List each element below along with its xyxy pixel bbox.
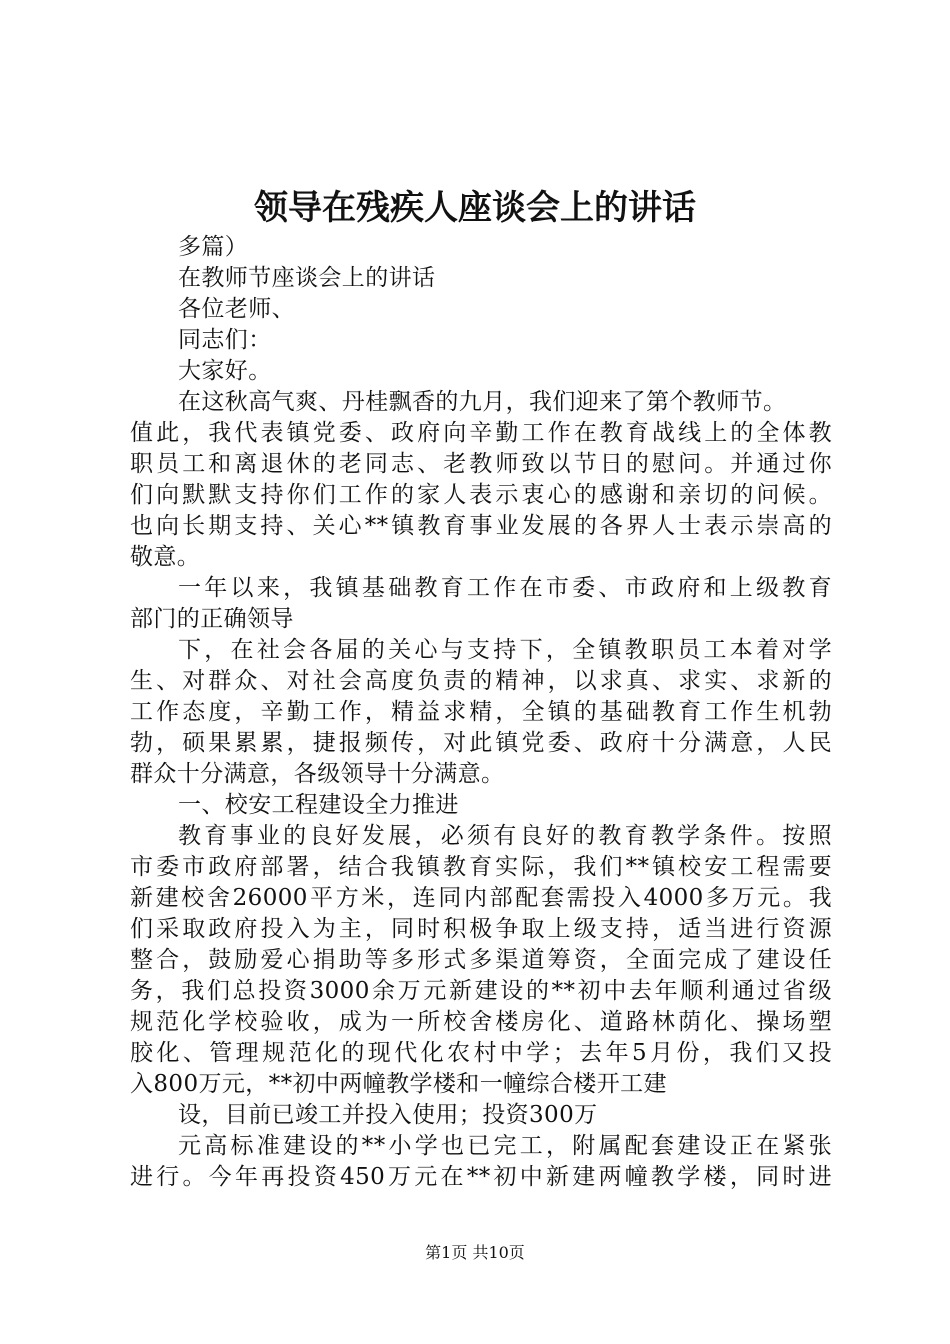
text-line: 下，在社会各届的关心与支持下，全镇教职员工本着对学 [178, 637, 832, 663]
text-line: 胶化、管理规范化的现代化农村中学；去年5月份，我们又投 [130, 1040, 832, 1066]
text-line: 规范化学校验收，成为一所校舍楼房化、道路林荫化、操场塑 [130, 1009, 832, 1035]
text-line: 们向默默支持你们工作的家人表示衷心的感谢和亲切的问候。 [130, 482, 832, 508]
text-line: 教育事业的良好发展，必须有良好的教育教学条件。按照 [178, 823, 832, 849]
text-line: 整合，鼓励爱心捐助等多形式多渠道筹资，全面完成了建设任 [130, 947, 832, 973]
text-line: 在教师节座谈会上的讲话 [178, 265, 436, 291]
text-line: 值此，我代表镇党委、政府向辛勤工作在教育战线上的全体教 [130, 420, 832, 446]
text-line: 生、对群众、对社会高度负责的精神，以求真、求实、求新的 [130, 668, 832, 694]
text-line: 群众十分满意，各级领导十分满意。 [130, 761, 505, 787]
text-line: 勃，硕果累累，捷报频传，对此镇党委、政府十分满意，人民 [130, 730, 832, 756]
text-line: 进行。今年再投资450万元在**初中新建两幢教学楼，同时进 [130, 1164, 832, 1190]
page-footer: 第1页 共10页 [425, 1243, 525, 1262]
text-line: 入800万元，**初中两幢教学楼和一幢综合楼开工建 [130, 1071, 667, 1097]
text-line: 元高标准建设的**小学也已完工，附属配套建设正在紧张 [178, 1133, 832, 1159]
text-line: 设，目前已竣工并投入使用；投资300万 [178, 1102, 598, 1128]
text-line: 各位老师、 [178, 296, 295, 322]
text-line: 大家好。 [178, 358, 272, 384]
text-line: 市委市政府部署，结合我镇教育实际，我们**镇校安工程需要 [130, 854, 832, 880]
document-body [130, 232, 832, 1193]
text-line: 同志们： [178, 327, 272, 353]
text-line: 部门的正确领导 [130, 606, 294, 632]
document-title: 领导在残疾人座谈会上的讲话 [254, 188, 696, 228]
text-line: 敬意。 [130, 544, 201, 570]
text-line: 多篇） [178, 234, 249, 260]
section-heading: 一、校安工程建设全力推进 [178, 792, 459, 818]
text-line: 新建校舍26000平方米，连同内部配套需投入4000多万元。我 [130, 885, 832, 911]
text-line: 工作态度，辛勤工作，精益求精，全镇的基础教育工作生机勃 [130, 699, 832, 725]
text-line: 在这秋高气爽、丹桂飘香的九月，我们迎来了第个教师节。 [178, 389, 787, 415]
text-line: 务，我们总投资3000余万元新建设的**初中去年顺利通过省级 [130, 978, 832, 1004]
text-line: 也向长期支持、关心**镇教育事业发展的各界人士表示崇高的 [130, 513, 832, 539]
text-line: 职员工和离退休的老同志、老教师致以节日的慰问。并通过你 [130, 451, 832, 477]
text-line: 们采取政府投入为主，同时积极争取上级支持，适当进行资源 [130, 916, 832, 942]
text-line: 一年以来，我镇基础教育工作在市委、市政府和上级教育 [178, 575, 832, 601]
